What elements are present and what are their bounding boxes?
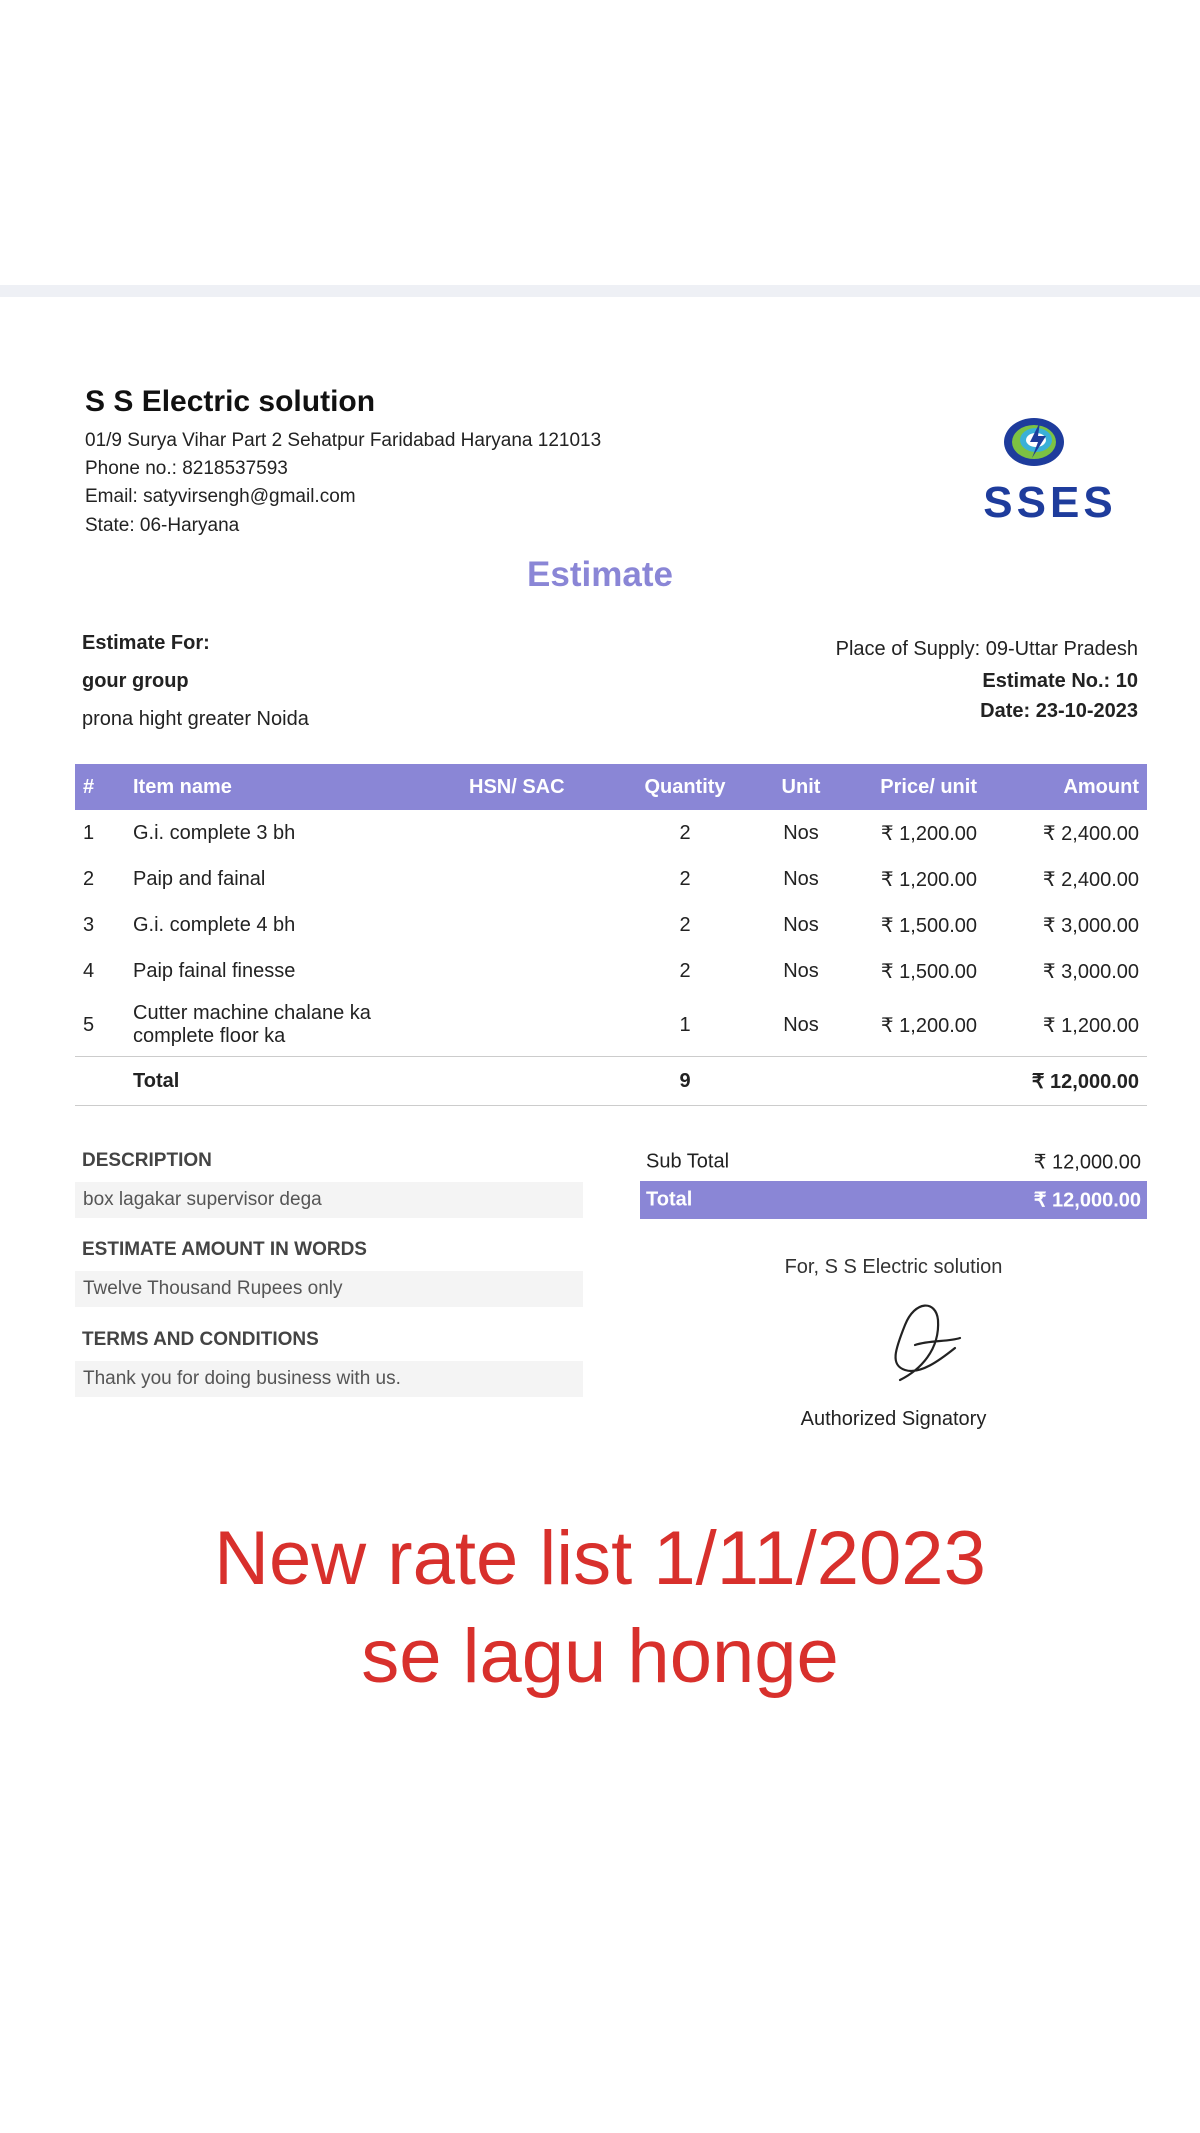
for-company-label: For, S S Electric solution <box>784 1256 1003 1278</box>
table-row <box>75 994 1147 1057</box>
amount-in-words-text: Twelve Thousand Rupees only <box>75 1271 583 1307</box>
description-text: box lagakar supervisor dega <box>75 1182 583 1218</box>
company-address: 01/9 Surya Vihar Part 2 Sehatpur Faridabad Haryana 121013 <box>85 430 602 451</box>
place-of-supply: Place of Supply: 09-Uttar Pradesh <box>835 638 1138 660</box>
col-header-number: # <box>75 764 125 810</box>
company-state: State: 06-Haryana <box>85 515 240 536</box>
col-header-item-name: Item name <box>125 764 461 810</box>
row-item-name: Paip and fainal <box>133 867 266 890</box>
col-header-hsn: HSN/ SAC <box>461 764 607 810</box>
row-item-name <box>125 994 461 1057</box>
row-quantity: 2 <box>679 913 691 936</box>
col-header-price: Price/ unit <box>839 764 985 810</box>
company-logo <box>950 400 1150 530</box>
total-amount: ₹ 12,000.00 <box>985 1057 1147 1106</box>
grand-total-row <box>640 1181 1147 1219</box>
amount-in-words-title: ESTIMATE AMOUNT IN WORDS <box>82 1239 367 1260</box>
row-price: ₹ 1,200.00 <box>880 1014 977 1037</box>
row-item-name: Paip fainal finesse <box>133 959 296 982</box>
row-item-name: G.i. complete 3 bh <box>133 821 296 844</box>
row-number: 4 <box>83 959 95 982</box>
row-amount: ₹ 2,400.00 <box>1042 868 1139 891</box>
row-quantity: 1 <box>679 1013 691 1036</box>
grand-total-label: Total <box>646 1188 693 1211</box>
row-quantity: 2 <box>679 959 691 982</box>
customer-name: gour group <box>82 670 189 692</box>
description-title: DESCRIPTION <box>82 1150 212 1171</box>
subtotal-label: Sub Total <box>646 1150 730 1173</box>
table-row <box>75 902 1147 948</box>
signature-icon <box>860 1290 970 1390</box>
top-divider-band <box>0 285 1200 297</box>
row-price: ₹ 1,200.00 <box>880 822 977 845</box>
customer-address: prona hight greater Noida <box>82 708 309 730</box>
row-item-name: G.i. complete 4 bh <box>133 913 296 936</box>
table-row <box>75 810 1147 856</box>
logo-emblem-icon <box>950 400 1150 480</box>
row-unit: Nos <box>783 913 819 936</box>
rate-notice-line1: New rate list 1/11/2023 <box>214 1516 986 1601</box>
row-number: 3 <box>83 913 95 936</box>
terms-title: TERMS AND CONDITIONS <box>82 1329 319 1350</box>
grand-total-value: ₹ 12,000.00 <box>1033 1189 1141 1212</box>
row-amount: ₹ 2,400.00 <box>1042 822 1139 845</box>
row-quantity: 2 <box>679 867 691 890</box>
row-unit: Nos <box>783 821 819 844</box>
rate-notice <box>0 1510 1200 1706</box>
row-price: ₹ 1,200.00 <box>880 868 977 891</box>
row-hsn <box>461 856 607 902</box>
row-hsn <box>461 810 607 856</box>
row-unit: Nos <box>783 959 819 982</box>
row-quantity: 2 <box>679 821 691 844</box>
row-number: 2 <box>83 867 95 890</box>
terms-text: Thank you for doing business with us. <box>75 1361 583 1397</box>
estimate-number: Estimate No.: 10 <box>982 670 1138 692</box>
row-item-name-line1: Cutter machine chalane ka <box>133 1002 371 1024</box>
subtotal-row <box>640 1146 1147 1178</box>
row-price: ₹ 1,500.00 <box>880 960 977 983</box>
total-quantity: 9 <box>607 1057 763 1106</box>
items-table <box>75 764 1147 1106</box>
subtotal-value: ₹ 12,000.00 <box>1033 1151 1141 1174</box>
table-total-row <box>75 1057 1147 1106</box>
document-title: Estimate <box>527 555 673 594</box>
company-email: Email: satyvirsengh@gmail.com <box>85 486 356 507</box>
total-label: Total <box>125 1057 461 1106</box>
row-hsn <box>461 902 607 948</box>
table-header-row <box>75 764 1147 810</box>
table-row <box>75 856 1147 902</box>
col-header-quantity: Quantity <box>607 764 763 810</box>
row-number: 5 <box>83 1013 95 1036</box>
row-item-name-line2: complete floor ka <box>133 1025 286 1047</box>
row-hsn <box>461 994 607 1057</box>
logo-text: SSES <box>983 478 1117 527</box>
authorized-signatory-label: Authorized Signatory <box>800 1408 987 1430</box>
row-amount: ₹ 1,200.00 <box>1042 1014 1139 1037</box>
col-header-amount: Amount <box>985 764 1147 810</box>
row-number: 1 <box>83 821 95 844</box>
estimate-date: Date: 23-10-2023 <box>980 700 1138 722</box>
company-name: S S Electric solution <box>85 385 376 418</box>
col-header-unit: Unit <box>763 764 839 810</box>
table-row <box>75 948 1147 994</box>
row-hsn <box>461 948 607 994</box>
estimate-for-label: Estimate For: <box>82 632 210 654</box>
row-price: ₹ 1,500.00 <box>880 914 977 937</box>
row-amount: ₹ 3,000.00 <box>1042 914 1139 937</box>
row-amount: ₹ 3,000.00 <box>1042 960 1139 983</box>
company-phone: Phone no.: 8218537593 <box>85 458 288 479</box>
row-unit: Nos <box>783 1013 819 1036</box>
rate-notice-line2: se lagu honge <box>361 1614 839 1699</box>
row-unit: Nos <box>783 867 819 890</box>
